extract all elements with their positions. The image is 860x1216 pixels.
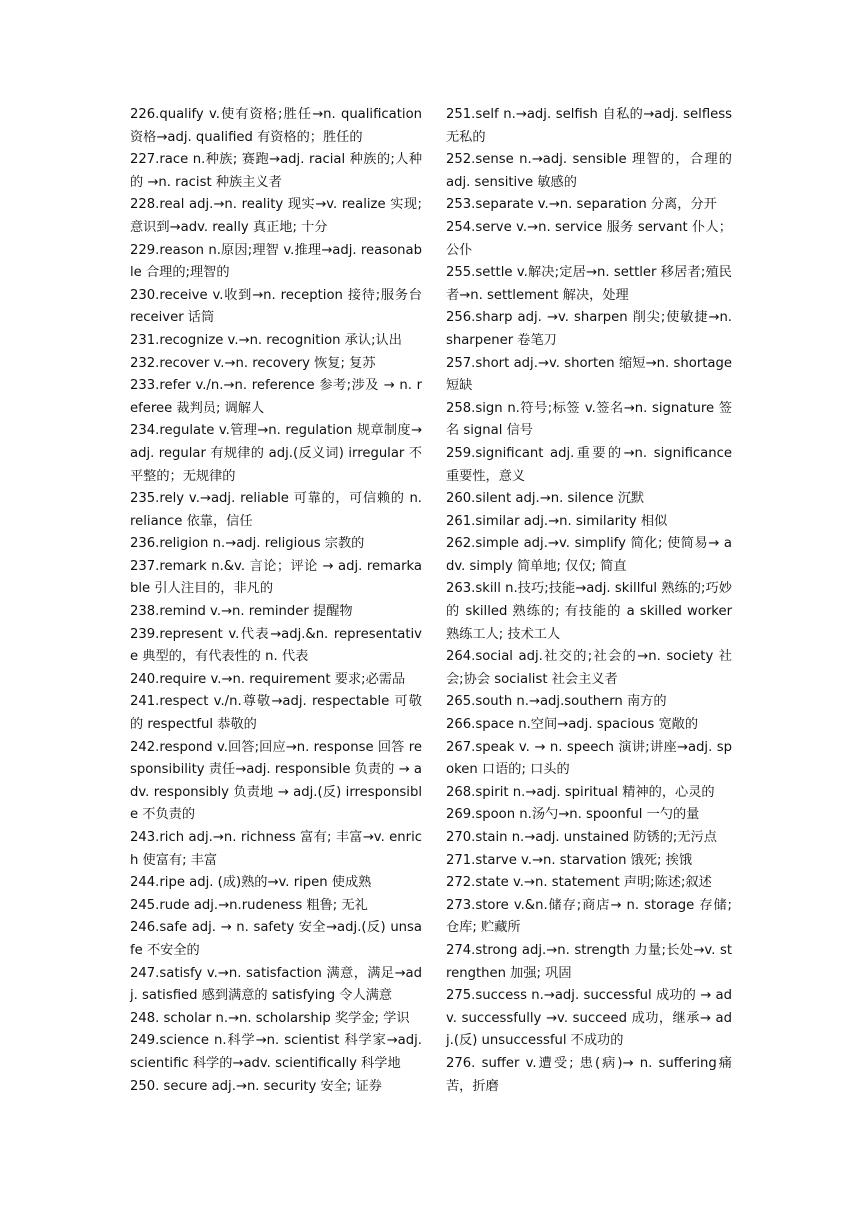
vocab-entry-259: 259.significant adj.重要的→n. significance 重要性，意义 [446, 445, 732, 484]
vocab-entry-241: 241.respect v./n.尊敬→adj. respectable 可敬的 respectful 恭敬的 [130, 694, 422, 733]
vocab-entry-271: 271.starve v.→n. starvation 饿死; 挨饿 [446, 852, 693, 868]
vocab-entry-245: 245.rude adj.→n.rudeness 粗鲁; 无礼 [130, 897, 368, 913]
vocab-entry-257: 257.short adj.→v. shorten 缩短→n. shortage 短缺 [446, 355, 732, 394]
vocab-entry-239: 239.represent v.代表→adj.&n. representative 典型的，有代表性的 n. 代表 [130, 626, 422, 665]
vocab-entry-226: 226.qualify v.使有资格;胜任→n. qualification 资格→adj. qualified 有资格的；胜任的 [130, 107, 422, 145]
vocab-entry-254: 254.serve v.→n. service 服务 servant 仆人；公仆 [446, 219, 732, 258]
vocab-entry-256: 256.sharp adj. →v. sharpen 削尖;使敏捷→n. sharpener 卷笔刀 [446, 310, 732, 348]
vocab-entry-228: 228.real adj.→n. reality 现实→v. realize 实现;意识到→adv. really 真正地; 十分 [130, 197, 422, 235]
vocab-entry-258: 258.sign n.符号;标签 v.签名→n. signature 签名 signal 信号 [446, 400, 732, 439]
vocab-entry-265: 265.south n.→adj.southern 南方的 [446, 694, 667, 710]
vocab-entry-244: 244.ripe adj. (成)熟的→v. ripen 使成熟 [130, 875, 372, 891]
vocab-entry-268: 268.spirit n.→adj. spiritual 精神的，心灵的 [446, 784, 715, 800]
vocab-entry-253: 253.separate v.→n. separation 分离，分开 [446, 197, 717, 213]
left-column [130, 104, 422, 1098]
vocab-entry-227: 227.race n.种族; 赛跑→adj. racial 种族的;人种的 →n. racist 种族主义者 [130, 152, 422, 190]
vocab-entry-275: 275.success n.→adj. successful 成功的 → adv. successfully →v. succeed 成功，继承→ adj.(反) unsuccessful 不成功的 [446, 988, 732, 1049]
vocab-entry-242: 242.respond v.回答;回应→n. response 回答 responsibility 责任→adj. responsible 负责的 → adv. responsibly 负责地 → adj.(反) irresponsible 不负责的 [130, 739, 422, 823]
vocab-entry-266: 266.space n.空间→adj. spacious 宽敞的 [446, 717, 699, 733]
vocab-entry-255: 255.settle v.解决;定居→n. settler 移居者;殖民者→n. settlement 解决，处理 [446, 265, 732, 303]
vocab-entry-252: 252.sense n.→adj. sensible 理智的，合理的 adj. sensitive 敏感的 [446, 152, 732, 190]
vocab-entry-230: 230.receive v.收到→n. reception 接待;服务台 receiver 话筒 [130, 287, 422, 326]
vocab-entry-232: 232.recover v.→n. recovery 恢复; 复苏 [130, 355, 376, 371]
vocab-entry-248: 248. scholar n.→n. scholarship 奖学金; 学识 [130, 1010, 410, 1026]
vocab-entry-262: 262.simple adj.→v. simplify 简化; 使简易→ adv. simply 简单地; 仅仅; 简直 [446, 536, 732, 574]
vocab-entry-236: 236.religion n.→adj. religious 宗教的 [130, 536, 365, 552]
vocab-entry-264: 264.social adj.社交的;社会的→n. society 社会;协会 socialist 社会主义者 [446, 649, 732, 687]
vocab-entry-233: 233.refer v./n.→n. reference 参考;涉及 → n. referee 裁判员; 调解人 [130, 378, 422, 416]
vocab-entry-250: 250. secure adj.→n. security 安全; 证券 [130, 1078, 382, 1094]
vocab-entry-229: 229.reason n.原因;理智 v.推理→adj. reasonable 合理的;理智的 [130, 242, 422, 281]
vocab-entry-243: 243.rich adj.→n. richness 富有; 丰富→v. enrich 使富有; 丰富 [130, 830, 422, 868]
vocab-entry-246: 246.safe adj. → n. safety 安全→adj.(反) unsafe 不安全的 [130, 920, 422, 958]
vocab-entry-260: 260.silent adj.→n. silence 沉默 [446, 491, 645, 507]
vocab-entry-251: 251.self n.→adj. selfish 自私的→adj. selfless 无私的 [446, 107, 732, 145]
vocab-entry-249: 249.science n.科学→n. scientist 科学家→adj. scientific 科学的→adv. scientifically 科学地 [130, 1033, 422, 1071]
right-column [446, 104, 732, 1098]
vocab-entry-231: 231.recognize v.→n. recognition 承认;认出 [130, 332, 402, 348]
vocab-entry-237: 237.remark n.&v. 言论；评论 → adj. remarkable 引人注目的，非凡的 [130, 558, 422, 597]
vocab-entry-269: 269.spoon n.汤勺→n. spoonful 一勺的量 [446, 807, 700, 823]
vocab-entry-235: 235.rely v.→adj. reliable 可靠的，可信赖的 n. reliance 依靠，信任 [130, 491, 422, 529]
vocab-entry-267: 267.speak v. → n. speech 演讲;讲座→adj. spoken 口语的; 口头的 [446, 739, 732, 778]
vocab-entry-261: 261.similar adj.→n. similarity 相似 [446, 513, 668, 529]
vocab-entry-270: 270.stain n.→adj. unstained 防锈的;无污点 [446, 830, 717, 845]
vocab-entry-240: 240.require v.→n. requirement 要求;必需品 [130, 671, 406, 687]
vocab-entry-263: 263.skill n.技巧;技能→adj. skillful 熟练的;巧妙的 skilled 熟练的; 有技能的 a skilled worker 熟练工人; 技术工人 [446, 581, 732, 642]
vocab-entry-273: 273.store v.&n.储存;商店→ n. storage 存储;仓库; 贮藏所 [446, 897, 732, 936]
vocab-entry-247: 247.satisfy v.→n. satisfaction 满意，满足→adj. satisfied 感到满意的 satisfying 令人满意 [130, 965, 422, 1004]
vocab-entry-272: 272.state v.→n. statement 声明;陈述;叙述 [446, 875, 712, 891]
vocab-entry-238: 238.remind v.→n. reminder 提醒物 [130, 604, 353, 620]
vocab-entry-274: 274.strong adj.→n. strength 力量;长处→v. strengthen 加强; 巩固 [446, 942, 732, 981]
vocab-entry-276: 276. suffer v.遭受; 患(病)→ n. suffering痛苦，折磨 [446, 1055, 732, 1094]
vocab-entry-234: 234.regulate v.管理→n. regulation 规章制度→ adj. regular 有规律的 adj.(反义词) irregular 不平整的；无规律的 [130, 423, 422, 484]
